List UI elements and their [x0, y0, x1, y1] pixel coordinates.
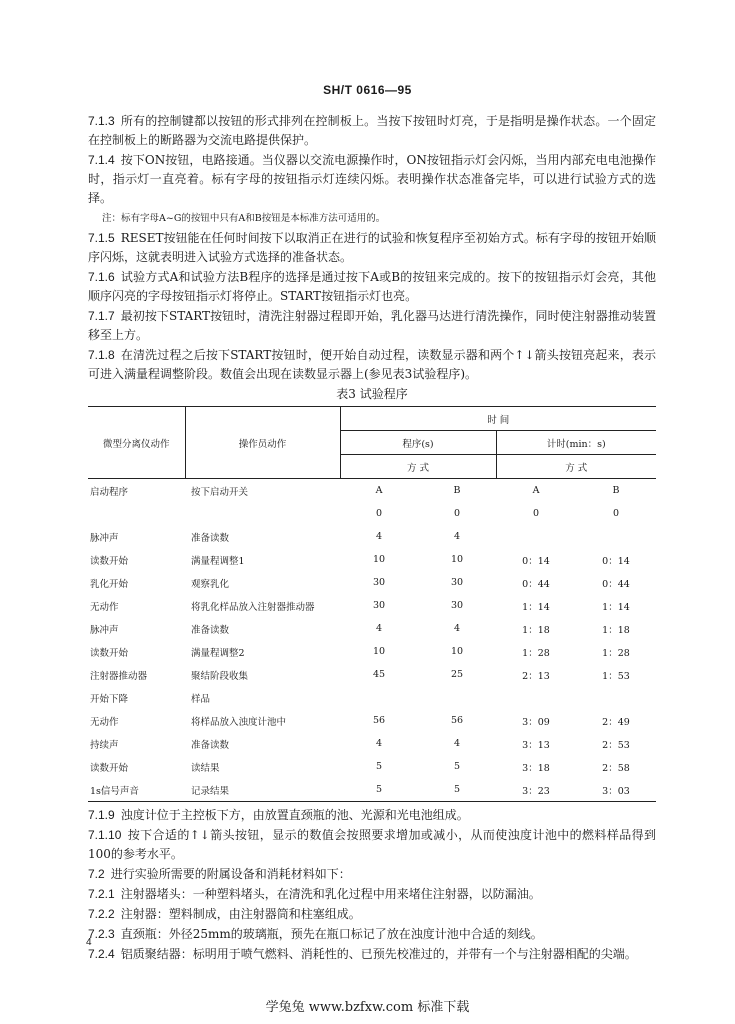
table-cell-tb: 0 — [612, 508, 620, 519]
table-cell-ta: A — [532, 485, 540, 496]
table-cell-action: 启动程序 — [90, 486, 129, 498]
table-row — [88, 640, 656, 663]
table-cell-pb: 4 — [453, 623, 461, 634]
table-cell-ta: 0：44 — [522, 578, 550, 590]
page-number: 4 — [86, 937, 92, 948]
table-cell-ta: 0：14 — [522, 555, 550, 567]
table-cell-ta: 3：18 — [522, 762, 550, 774]
table-row — [88, 709, 656, 732]
paragraph — [88, 826, 656, 864]
page-content — [88, 112, 656, 965]
paragraph — [88, 885, 656, 904]
table-cell-tb: B — [612, 485, 620, 496]
table-row — [88, 479, 656, 503]
paragraph — [88, 151, 656, 208]
paragraph-text: 直颈瓶：外径25mm的玻璃瓶，预先在瓶口标记了放在浊度计池中合适的刻线。 — [120, 927, 543, 941]
table-cell-operator: 准备读数 — [191, 624, 230, 636]
table-cell-pa: A — [375, 485, 383, 496]
table-cell-pb: 4 — [453, 738, 461, 749]
table-cell-ta: 0 — [532, 508, 540, 519]
table-cell-tb: 2：53 — [602, 739, 630, 751]
paragraph-text: 在清洗过程之后按下START按钮时，便开始自动过程，读数显示器和两个↑↓箭头按钮亮起来，表示可进入满量程调整阶段。数值会出现在读数显示器上(参见表3试验程序)。 — [88, 348, 656, 381]
paragraph — [88, 905, 656, 924]
paragraph-text: 注射器堵头：一种塑料堵头，在清洗和乳化过程中用来堵住注射器，以防漏油。 — [120, 887, 541, 901]
table-row — [88, 548, 656, 571]
table-cell-ta — [496, 686, 576, 709]
table-cell-tb: 0：14 — [602, 555, 630, 567]
section-number: 7.1.4 — [88, 153, 115, 167]
table-cell-pa: 5 — [375, 761, 383, 772]
table-cell-pb: 10 — [450, 646, 464, 657]
header-time: 时 间 — [340, 407, 656, 431]
table-cell-operator: 将乳化样品放入注射器推动器 — [191, 601, 315, 613]
table-cell-pb: 56 — [450, 715, 464, 726]
site-footer: 学兔兔 www.bzfxw.com 标准下载 — [265, 1000, 470, 1015]
table-cell-pb: 30 — [450, 577, 464, 588]
table-cell-pa — [340, 686, 418, 709]
table-cell-operator: 观察乳化 — [191, 578, 230, 590]
section-number: 7.1.6 — [88, 270, 115, 284]
table-cell-ta: 3：23 — [522, 785, 550, 797]
table-cell-operator: 读结果 — [191, 762, 220, 774]
middle-paragraphs — [88, 229, 656, 384]
bottom-paragraphs — [88, 806, 656, 964]
header-timer: 计时(min：s) — [496, 431, 656, 455]
table-cell-action: 无动作 — [90, 601, 119, 613]
table-cell-pb: 30 — [450, 600, 464, 611]
table-row — [88, 617, 656, 640]
table-cell-action: 读数开始 — [90, 647, 129, 659]
section-number: 7.1.10 — [88, 828, 122, 842]
header-action: 微型分离仪动作 — [88, 407, 185, 479]
section-number: 7.2.2 — [88, 907, 115, 921]
table-cell-ta: 3：09 — [522, 716, 550, 728]
paragraph-text: 按下合适的↑↓箭头按钮，显示的数值会按照要求增加或减小，从而使浊度计池中的燃料样品得到100的参考水平。 — [88, 828, 656, 861]
section-number: 7.2.4 — [88, 947, 115, 961]
table-cell-ta: 1：18 — [522, 624, 550, 636]
table-cell-pb: 5 — [453, 761, 461, 772]
paragraph-text: 试验方式A和试验方法B程序的选择是通过按下A或B的按钮来完成的。按下的按钮指示灯会亮，其他顺序闪亮的字母按钮指示灯将停止。START按钮指示灯也亮。 — [88, 270, 656, 303]
paragraph — [88, 229, 656, 267]
table-cell-action: 无动作 — [90, 716, 119, 728]
section-number: 7.1.9 — [88, 808, 115, 822]
header-program: 程序(s) — [340, 431, 496, 455]
table-cell-operator: 准备读数 — [191, 532, 230, 544]
paragraph — [88, 945, 656, 964]
table-cell-action — [88, 502, 185, 525]
paragraph — [88, 346, 656, 384]
paragraph-text: 浊度计位于主控板下方，由放置直颈瓶的池、光源和光电池组成。 — [120, 808, 469, 822]
table-cell-pa: 56 — [372, 715, 386, 726]
paragraph — [88, 806, 656, 825]
table-row — [88, 594, 656, 617]
table-cell-tb: 1：18 — [602, 624, 630, 636]
table-cell-tb: 3：03 — [602, 785, 630, 797]
section-number: 7.1.5 — [88, 231, 115, 245]
table-cell-tb — [576, 525, 656, 548]
paragraph — [88, 865, 656, 884]
table-cell-tb: 1：53 — [602, 670, 630, 682]
table-cell-tb: 1：14 — [602, 601, 630, 613]
paragraph-text: 最初按下START按钮时，清洗注射器过程即开始，乳化器马达进行清洗操作，同时使注射器推动装置移至上方。 — [88, 309, 656, 342]
table-row — [88, 755, 656, 778]
header-operator: 操作员动作 — [185, 407, 340, 479]
section-number: 7.2.1 — [88, 887, 115, 901]
table-cell-action: 1s信号声音 — [90, 785, 139, 797]
table-row — [88, 778, 656, 802]
table-cell-operator: 满量程调整1 — [191, 555, 245, 567]
table-row — [88, 686, 656, 709]
section-number: 7.2.3 — [88, 927, 115, 941]
table-cell-operator: 将样品放入浊度计池中 — [191, 716, 287, 728]
table-row — [88, 663, 656, 686]
table-cell-ta: 1：28 — [522, 647, 550, 659]
table-cell-action: 读数开始 — [90, 555, 129, 567]
table-cell-action: 读数开始 — [90, 762, 129, 774]
table-title: 表3 试验程序 — [336, 387, 408, 401]
top-paragraphs — [88, 112, 656, 208]
table-cell-action: 脉冲声 — [90, 624, 119, 636]
paragraph — [88, 268, 656, 306]
table-cell-pb: 10 — [450, 554, 464, 565]
section-number: 7.1.8 — [88, 348, 115, 362]
table-cell-pa: 30 — [372, 577, 386, 588]
paragraph-text: 进行实验所需要的附属设备和消耗材料如下： — [110, 867, 351, 881]
table-cell-operator: 按下启动开关 — [191, 486, 249, 498]
table-row — [88, 732, 656, 755]
table-cell-pa: 10 — [372, 554, 386, 565]
table-cell-action: 注射器推动器 — [90, 670, 148, 682]
table-cell-action: 乳化开始 — [90, 578, 129, 590]
table-cell-pa: 4 — [375, 738, 383, 749]
paragraph — [88, 112, 656, 150]
table-cell-action: 开始下降 — [90, 693, 129, 705]
table-cell-tb: 0：44 — [602, 578, 630, 590]
table-cell-tb: 1：28 — [602, 647, 630, 659]
table-cell-pb: 25 — [450, 669, 464, 680]
table-cell-pa: 5 — [375, 784, 383, 795]
table-cell-operator: 样品 — [191, 693, 211, 705]
paragraph-text: RESET按钮能在任何时间按下以取消正在进行的试验和恢复程序至初始方式。标有字母的按钮开始顺序闪烁，这就表明进入试验方式选择的准备状态。 — [88, 231, 656, 264]
table-cell-pb: 4 — [453, 531, 461, 542]
paragraph-text: 按下ON按钮，电路接通。当仪器以交流电源操作时，ON按钮指示灯会闪烁，当用内部充电电池操作时，指示灯一直亮着。标有字母的按钮指示灯连续闪烁。表明操作状态准备完毕，可以进行试验方式的选择。 — [88, 153, 656, 205]
table-cell-pa: 10 — [372, 646, 386, 657]
table-cell-ta: 2：13 — [522, 670, 550, 682]
table-row — [88, 502, 656, 525]
table-cell-ta: 1：14 — [522, 601, 550, 613]
paragraph — [88, 307, 656, 345]
paragraph — [88, 925, 656, 944]
table-cell-action: 脉冲声 — [90, 532, 119, 544]
table-cell-pb: 0 — [453, 508, 461, 519]
table-cell-operator: 满量程调整2 — [191, 647, 245, 659]
section-number: 7.2 — [88, 867, 105, 881]
table-cell-ta — [496, 525, 576, 548]
table-cell-action: 持续声 — [90, 739, 119, 751]
section-number: 7.1.7 — [88, 309, 115, 323]
table-cell-tb: 2：58 — [602, 762, 630, 774]
table-cell-pa: 4 — [375, 623, 383, 634]
header-program-mode: 方 式 — [340, 455, 496, 479]
paragraph-text: 所有的控制键都以按钮的形式排列在控制板上。当按下按钮时灯亮，于是指明是操作状态。一个固定在控制板上的断路器为交流电路提供保护。 — [88, 114, 656, 147]
trial-procedure-table — [88, 406, 656, 802]
table-cell-operator: 准备读数 — [191, 739, 230, 751]
table-row — [88, 525, 656, 548]
table-cell-pa: 45 — [372, 669, 386, 680]
table-cell-tb: 2：49 — [602, 716, 630, 728]
table-cell-pb: B — [453, 485, 461, 496]
table-cell-tb — [576, 686, 656, 709]
table-cell-pa: 4 — [375, 531, 383, 542]
table-cell-pb: 5 — [453, 784, 461, 795]
note-text: 注：标有字母A~G的按钮中只有A和B按钮是本标准方法可适用的。 — [102, 213, 386, 224]
table-cell-operator — [185, 502, 340, 525]
header-timer-mode: 方 式 — [496, 455, 656, 479]
section-number: 7.1.3 — [88, 114, 115, 128]
paragraph-text: 注射器：塑料制成，由注射器筒和柱塞组成。 — [120, 907, 361, 921]
table-cell-operator: 记录结果 — [191, 785, 230, 797]
table-row — [88, 571, 656, 594]
table-cell-operator: 聚结阶段收集 — [191, 670, 249, 682]
table-cell-pa: 30 — [372, 600, 386, 611]
paragraph-text: 铝质聚结器：标明用于喷气燃料、消耗性的、已预先校准过的，并带有一个与注射器相配的尖端。 — [120, 947, 637, 961]
table-cell-pa: 0 — [375, 508, 383, 519]
table-body — [88, 479, 656, 802]
document-header: SH/T 0616—95 — [323, 83, 412, 97]
table-cell-ta: 3：13 — [522, 739, 550, 751]
table-cell-pb — [418, 686, 496, 709]
